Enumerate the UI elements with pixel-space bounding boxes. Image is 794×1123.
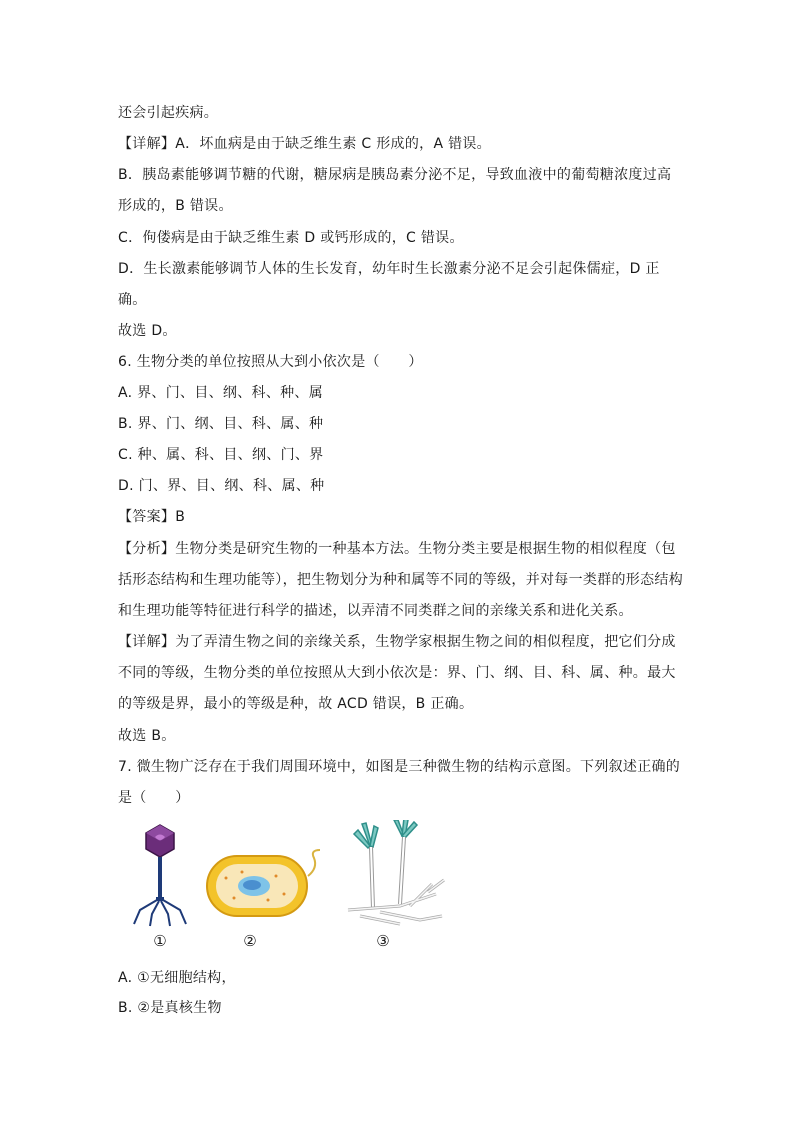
- text-line: 不同的等级，生物分类的单位按照从大到小依次是：界、门、纲、目、科、属、种。最大: [118, 665, 676, 681]
- option-b: B. ②是真核生物: [118, 1000, 222, 1016]
- bacterium-icon: [204, 848, 324, 924]
- text-line: 形成的，B 错误。: [118, 198, 233, 214]
- text-line: 【分析】生物分类是研究生物的一种基本方法。生物分类主要是根据生物的相似程度（包: [118, 541, 676, 557]
- text-line: 和生理功能等特征进行科学的描述，以弄清不同类群之间的亲缘关系和进化关系。: [118, 603, 633, 619]
- text-line: 确。: [118, 292, 147, 308]
- figure-label-1: ①: [153, 932, 167, 950]
- figure-label-2: ②: [243, 932, 257, 950]
- text-line: D．生长激素能够调节人体的生长发育，幼年时生长激素分泌不足会引起侏儒症，D 正: [118, 261, 660, 277]
- figure-label-3: ③: [376, 932, 390, 950]
- answer-line: 【答案】B: [118, 509, 186, 525]
- text-line: 的等级是界，最小的等级是种，故 ACD 错误，B 正确。: [118, 696, 474, 712]
- question-6: 6. 生物分类的单位按照从大到小依次是（ ）: [118, 354, 423, 370]
- text-line: 还会引起疾病。: [118, 105, 219, 121]
- text-line: 故选 B。: [118, 728, 176, 744]
- text-line: B．胰岛素能够调节糖的代谢，糖尿病是胰岛素分泌不足，导致血液中的葡萄糖浓度过高: [118, 167, 672, 183]
- option-d: D. 门、界、目、纲、科、属、种: [118, 478, 325, 494]
- text-line: 【详解】A．坏血病是由于缺乏维生素 C 形成的，A 错误。: [118, 136, 491, 152]
- option-c: C. 种、属、科、目、纲、门、界: [118, 447, 324, 463]
- text-line: 故选 D。: [118, 323, 177, 339]
- microorganism-figure: [118, 820, 458, 960]
- text-line: 【详解】为了弄清生物之间的亲缘关系，生物学家根据生物之间的相似程度，把它们分成: [118, 634, 676, 650]
- option-b: B. 界、门、纲、目、科、属、种: [118, 416, 324, 432]
- option-a: A. ①无细胞结构，: [118, 970, 236, 986]
- question-7: 7. 微生物广泛存在于我们周围环境中，如图是三种微生物的结构示意图。下列叙述正确的: [118, 759, 681, 775]
- penicillium-icon: [340, 820, 446, 930]
- option-a: A. 界、门、目、纲、科、种、属: [118, 385, 324, 401]
- text-line: 括形态结构和生理功能等），把生物划分为种和属等不同的等级，并对每一类群的形态结构: [118, 572, 683, 588]
- text-line: C．佝偻病是由于缺乏维生素 D 或钙形成的，C 错误。: [118, 230, 464, 246]
- bacteriophage-icon: [124, 822, 196, 928]
- text-line: 是（ ）: [118, 790, 190, 806]
